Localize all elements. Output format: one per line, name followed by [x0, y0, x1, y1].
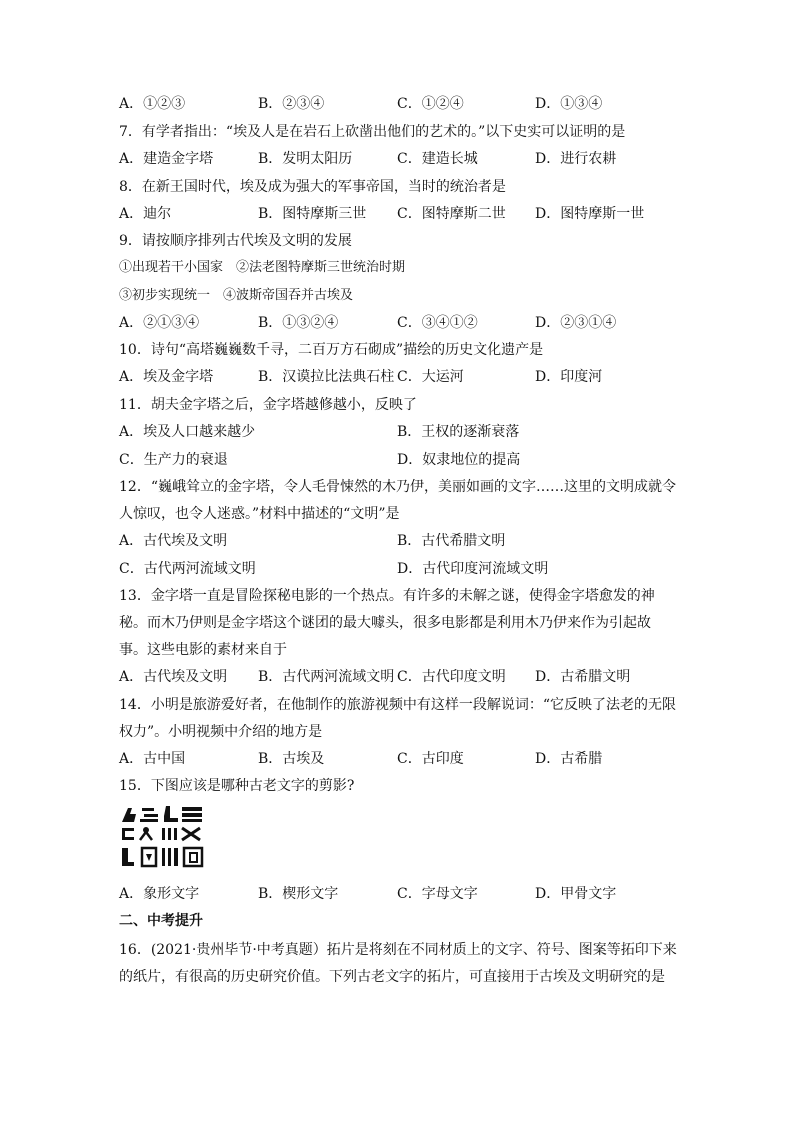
q9-option-c: C．③④①② [397, 315, 478, 331]
q14-stem-line-1: 14．小明是旅游爱好者，在他制作的旅游视频中有这样一段解说词：“它反映了法老的无限 [119, 697, 676, 713]
hieroglyph-image [120, 804, 220, 868]
q14-option-d: D．古希腊 [535, 751, 603, 767]
q14-stem-line-2: 权力”。小明视频中介绍的地方是 [119, 724, 323, 740]
q11-option-a: A．埃及人口越来越少 [119, 424, 256, 440]
q13-option-a: A．古代埃及文明 [119, 669, 228, 685]
q13-stem-line-1: 13．金字塔一直是冒险探秘电影的一个热点。有许多的未解之谜，使得金字塔愈发的神 [119, 588, 655, 604]
q12-option-a: A．古代埃及文明 [119, 533, 228, 549]
q9-items-line-2: ③初步实现统一 ④波斯帝国吞并古埃及 [119, 288, 354, 303]
q7-option-d: D．进行农耕 [535, 151, 617, 167]
q6-option-d: D．①③④ [535, 96, 603, 112]
q10-option-a: A．埃及金字塔 [119, 369, 214, 385]
q14-option-b: B．古埃及 [258, 751, 325, 767]
q15-option-c: C．字母文字 [397, 886, 478, 902]
q6-option-a: A．①②③ [119, 96, 186, 112]
q13-stem-line-3: 事。这些电影的素材来自于 [119, 642, 287, 658]
q7-option-b: B．发明太阳历 [258, 151, 353, 167]
glyph-bird-icon [122, 808, 136, 822]
q12-stem-line-1: 12．“巍峨耸立的金字塔，令人毛骨悚然的木乃伊，美丽如画的文字……这里的文明成就令 [119, 479, 676, 495]
q7-options [119, 149, 679, 169]
q13-option-d: D．古希腊文明 [535, 669, 631, 685]
q10-options [119, 367, 679, 387]
q6-options [119, 94, 679, 114]
q9-option-a: A．②①③④ [119, 315, 200, 331]
section-title-exam-improvement: 二、中考提升 [119, 913, 203, 929]
q12-options-row-2 [119, 559, 679, 579]
q12-options-row-1 [119, 531, 679, 551]
q15-option-d: D．甲骨文字 [535, 886, 617, 902]
q12-option-b: B．古代希腊文明 [397, 533, 506, 549]
q10-option-c: C．大运河 [397, 369, 464, 385]
q8-option-a: A．迪尔 [119, 206, 172, 222]
q8-options [119, 204, 679, 224]
q11-option-d: D．奴隶地位的提高 [397, 452, 521, 468]
q8-option-d: D．图特摩斯一世 [535, 206, 645, 222]
q11-option-c: C．生产力的衰退 [119, 452, 228, 468]
q12-option-d: D．古代印度河流域文明 [397, 561, 549, 577]
q6-option-b: B．②③④ [258, 96, 325, 112]
q15-option-b: B．楔形文字 [258, 886, 339, 902]
q13-stem-line-2: 秘。而木乃伊则是金字塔这个谜团的最大噱头，很多电影都是利用木乃伊来作为引起故 [119, 615, 651, 631]
q9-stem: 9．请按顺序排列古代埃及文明的发展 [119, 233, 352, 249]
q13-options [119, 667, 679, 687]
q11-option-b: B．王权的逐渐衰落 [397, 424, 520, 440]
q14-options [119, 749, 679, 769]
q9-option-b: B．①③②④ [258, 315, 339, 331]
q10-option-b: B．汉谟拉比法典石柱 [258, 369, 395, 385]
q15-options [119, 884, 679, 904]
q11-options-row-1 [119, 422, 679, 442]
q14-option-a: A．古中国 [119, 751, 186, 767]
q14-option-c: C．古印度 [397, 751, 464, 767]
q9-option-d: D．②③①④ [535, 315, 617, 331]
q11-options-row-2 [119, 450, 679, 470]
q10-option-d: D．印度河 [535, 369, 603, 385]
q10-stem: 10．诗句“高塔巍巍数千寻，二百万方石砌成”描绘的历史文化遗产是 [119, 342, 544, 358]
q11-stem: 11．胡夫金字塔之后，金字塔越修越小，反映了 [119, 397, 417, 413]
q7-stem: 7．有学者指出：“埃及人是在岩石上砍凿出他们的艺术的。”以下史实可以证明的是 [119, 124, 626, 140]
q8-option-b: B．图特摩斯三世 [258, 206, 367, 222]
q12-stem-line-2: 人惊叹，也令人迷惑。”材料中描述的“文明”是 [119, 506, 400, 522]
hieroglyph-silhouette-figure [120, 804, 220, 868]
q8-stem: 8．在新王国时代，埃及成为强大的军事帝国，当时的统治者是 [119, 179, 506, 195]
q7-option-a: A．建造金字塔 [119, 151, 214, 167]
q16-stem-line-1: 16．(2021·贵州毕节·中考真题）拓片是将刻在不同材质上的文字、符号、图案等拓印下来 [119, 942, 677, 958]
q6-option-c: C．①②④ [397, 96, 464, 112]
q13-option-c: C．古代印度文明 [397, 669, 506, 685]
q15-stem: 15．下图应该是哪种古老文字的剪影? [119, 778, 355, 794]
q16-stem-line-2: 的纸片，有很高的历史研究价值。下列古老文字的拓片，可直接用于古埃及文明研究的是 [119, 969, 665, 985]
q15-option-a: A．象形文字 [119, 886, 200, 902]
q9-options [119, 313, 679, 333]
q12-option-c: C．古代两河流域文明 [119, 561, 256, 577]
q9-items-line-1: ①出现若干小国家 ②法老图特摩斯三世统治时期 [119, 260, 406, 275]
q8-option-c: C．图特摩斯二世 [397, 206, 506, 222]
q13-option-b: B．古代两河流域文明 [258, 669, 395, 685]
q7-option-c: C．建造长城 [397, 151, 478, 167]
